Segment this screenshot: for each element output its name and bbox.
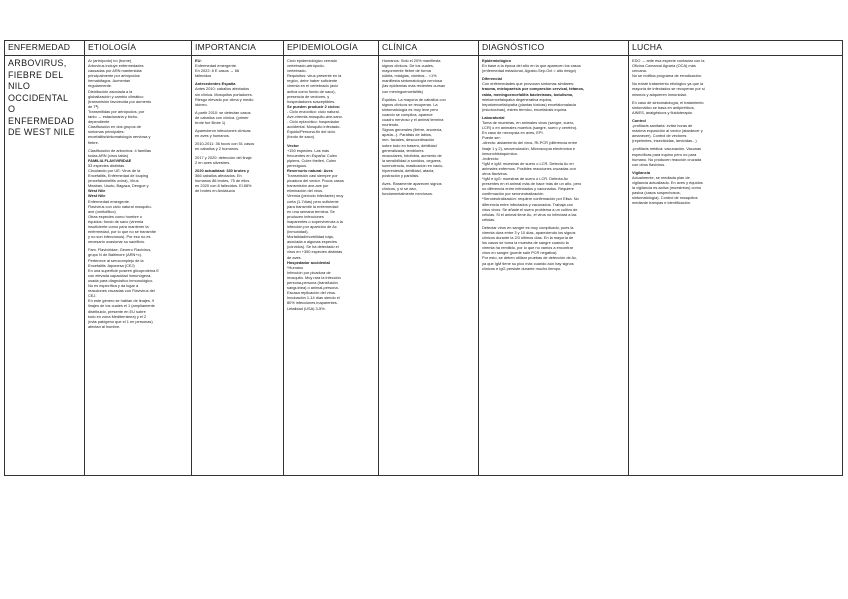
etiologia-line: regularmente. xyxy=(88,83,113,89)
lucha-line: humano. No producen reacción cruzada xyxy=(632,156,702,162)
epidemiologia-line: Requisitos: virus presente en la xyxy=(287,73,342,79)
diagnostico-line: animales enfermos. Posibles reacciones cruzadas con xyxy=(482,165,576,171)
etiologia-line: afectan al hombre. xyxy=(88,323,121,329)
diagnostico-line: Laboratorial xyxy=(482,114,505,120)
clinica-line: muriendo. xyxy=(382,122,400,128)
disease_title-line: NILO xyxy=(8,81,31,91)
etiologia-line: ave (ornitofílico) xyxy=(88,208,116,214)
epidemiologia-line: Transmisión casi siempre por xyxy=(287,173,338,179)
importancia-line: A partir 2010: se detectan casos xyxy=(195,109,251,115)
diagnostico-line: no diferencia entre infectados y vacunados. Requiere xyxy=(482,186,574,192)
epidemiologia-line: virus en +350 especies distintas xyxy=(287,249,343,255)
etiologia-line: Distribución asociada a la xyxy=(88,88,133,94)
etiologia-line: Fam. Flaviviridae, Genero Flavivirus, xyxy=(88,247,152,253)
diagnostico-line: (enfermedad estacional, Agosto-Sep-Oct = alto riesgo) xyxy=(482,68,576,74)
lucha-line: máxima exposición al vector (atardecer y xyxy=(632,128,703,134)
etiologia-line: Flavivirus con ciclo natural mosquito- xyxy=(88,203,152,209)
diagnostico-line: virus vivos. Se añade el suero problema a un cultivo de xyxy=(482,206,578,212)
etiologia-line: Meaban, Usutu, Bagaza, Dengue y xyxy=(88,183,149,189)
epidemiologia-line: *Humano xyxy=(287,264,304,270)
header-importancia: IMPORTANCIA xyxy=(192,41,284,56)
diagnostico-line: Con enfermedades que provocan síntomas similares: xyxy=(482,81,575,87)
header-enfermedad: ENFERMEDAD xyxy=(5,41,85,56)
epidemiologia-line: Ave-viremia-mosquito-ave-sano. xyxy=(287,114,343,120)
epidemiologia-line: activa como fondo de saco), xyxy=(287,88,336,94)
etiologia-line: Circulando por UE: Virus de la xyxy=(88,167,141,173)
clinica-line: la sensibilidad a sonidos, ceguera, xyxy=(382,157,442,163)
etiologia-line: Clasificación en dos grupos de xyxy=(88,124,141,130)
epidemiologia-line: transmisión ave-ave por xyxy=(287,183,329,189)
disease_title-line: DE WEST NILE xyxy=(8,127,75,137)
diagnostico-line: En base a la época del año en la que aparecen los casos xyxy=(482,63,581,69)
etiologia-line: Arbovirus incluye enfermedades xyxy=(88,63,144,69)
diagnostico-line: clínicos e IgG persiste durante mucho tiempo. xyxy=(482,265,562,271)
lucha-line: No existe tratamiento etiológico ya que la xyxy=(632,81,704,87)
diagnostico-line: Detectar virus en sangre es muy complicado, pues la xyxy=(482,224,574,230)
lucha-line: AINES, analgésicos y fluidoterapia. xyxy=(632,109,693,115)
epidemiologia-line: Reservorio natural: Aves xyxy=(287,167,333,173)
diagnostico-line: los casos se toma la muestra de sangre cuando la xyxy=(482,240,569,246)
epidemiologia-line: (córvidos). Se ha detectado el xyxy=(287,244,339,250)
etiologia-line: todo en zona Mediterránea) y el 2 xyxy=(88,313,147,319)
etiologia-line: dependiente xyxy=(88,119,110,125)
importancia-line: Enfermedad emergente. xyxy=(195,63,237,69)
etiologia-line: causadas por ARN mantenidas xyxy=(88,68,142,74)
etiologia-line: Pertenece al serocomplejo de la xyxy=(88,257,144,263)
header-epidemiologia: EPIDEMIOLOGÍA xyxy=(284,41,379,56)
epidemiologia-line: 80% infecciones inaparentes. xyxy=(287,300,338,306)
epidemiologia-line: presencia de vectores, y xyxy=(287,93,330,99)
importancia-line: 2017 y 2020: detección del linaje xyxy=(195,154,252,160)
clinica-line: Signos generales (fiebre, anorexia, xyxy=(382,127,443,133)
epidemiologia-line: - Ciclo enzoótico: ciclo natural. xyxy=(287,108,340,114)
clinica-line: somnolencia, masticación en vacío, xyxy=(382,162,444,168)
importancia-line: humanos 86 brotes, 75 de ellos xyxy=(195,177,250,183)
importancia-line: Antes 2010: caballos afectados xyxy=(195,86,250,92)
lucha-line: (repelentes, insecticidas, larvicidas...) xyxy=(632,138,697,144)
epidemiologia-line: Équido/Persona-fin del ciclo xyxy=(287,129,336,135)
diagnostico-line: mieloencefalopatía degenerativa equina, xyxy=(482,96,553,102)
epidemiologia-line: pipiens, Culex theileri, Culex xyxy=(287,157,337,163)
disease_title-line: ENFERMEDAD xyxy=(8,115,75,126)
lucha-line: la vigilancia es activa (muestreos) como xyxy=(632,185,701,191)
etiologia-line: enfermedad, por lo que no se transmite xyxy=(88,229,156,235)
cell-epidemiologia xyxy=(284,56,379,476)
diagnostico-line: *IgM e IgM: muestras de suero o LCR. Detecta Ac en xyxy=(482,160,574,166)
diagnostico-line: clínicos durante la 2/3 últimos días. En la mayoría de xyxy=(482,235,574,241)
importancia-line: en caballos y 2 humanos. xyxy=(195,146,240,152)
importancia-line: 366 caballos afectados. En xyxy=(195,172,242,178)
epidemiologia-line: persona-persona (transfusión xyxy=(287,280,338,286)
disease_title-line: O xyxy=(8,104,16,114)
etiologia-line: síntomas principales: xyxy=(88,129,125,135)
etiologia-line: Enfermedad emergente. xyxy=(88,198,130,204)
epidemiologia-line: de aves. xyxy=(287,254,302,260)
importancia-line: en aves y humanos. xyxy=(195,133,230,139)
etiologia-line: insuficiente como para mantener la xyxy=(88,224,149,229)
etiologia-line: globalización y cambio climático xyxy=(88,93,144,99)
etiologia-line: principalmente por artrópodos xyxy=(88,73,140,79)
epidemiologia-line: para transmitir la enfermedad: xyxy=(287,203,339,209)
diagnostico-line: viremia dura entre 3 y 10 días, apareciendo los signos xyxy=(482,230,576,235)
clinica-line: cuadro nervioso y el animal termina xyxy=(382,117,444,123)
diagnostico-line: confirmación por seroneutralización xyxy=(482,191,544,197)
importancia-line: de brotes en Andalucía xyxy=(195,188,235,194)
importancia-line: de caballos con clínica. (primer xyxy=(195,114,249,120)
epidemiologia-line: Incubación 1-14 días siendo el xyxy=(287,295,340,301)
etiologia-line: (más patógeno que el 1 en personas) xyxy=(88,318,153,324)
lucha-line: -profilaxis sanitaria: evitar horas de xyxy=(632,123,693,129)
epidemiologia-line: Hospedador accidental xyxy=(287,259,330,265)
etiologia-line: distribuido, presente en EU sobre xyxy=(88,308,146,314)
clinica-line: mayormente fiebre de forma xyxy=(382,68,431,74)
etiologia-line: (transmisión favorecida por aumento xyxy=(88,98,152,104)
disease_title-line: FIEBRE DEL xyxy=(8,69,64,80)
header-diagnostico: DIAGNÓSTICO xyxy=(479,41,629,56)
etiologia-line: Clasificación de arbovirus: 4 familias xyxy=(88,147,151,153)
etiologia-line: Encefalitis, Enfermedad de louping xyxy=(88,173,149,179)
diagnostico-line: otros flavivirus. xyxy=(482,170,508,176)
importancia-line: En 2022: 8 E casos → 66 xyxy=(195,68,240,74)
clinica-line: Humanos. Solo el 20% manifiesta xyxy=(382,58,441,63)
etiologia-line: Otras especies como hombre o xyxy=(88,213,143,219)
etiologia-line: de Tª). xyxy=(88,103,100,109)
clinica-line: signos clínicos se recuperan. La xyxy=(382,101,438,107)
disease_title-line: OCCIDENTAL xyxy=(8,92,69,103)
epidemiologia-line: Mortalidad/morbilidad baja, xyxy=(287,234,334,240)
diagnostico-line: Diferencial xyxy=(482,76,502,82)
importancia-line: 2010-2011: 36 focos con 51 casos xyxy=(195,141,255,147)
clinica-line: hiperestesia, debilidad, ataxia, xyxy=(382,167,435,173)
clinica-line: mm. faciales, descoordinación xyxy=(382,137,435,143)
epidemiologia-line: asociada a algunas especies xyxy=(287,239,337,245)
diagnostico-line: virus en sangre (puede salir PCR negativa). xyxy=(482,250,558,256)
disease_title-line: ARBOVIRUS, xyxy=(8,58,67,68)
epidemiologia-line: en una semana termina. Se xyxy=(287,208,335,214)
epidemiologia-line: vertebrado. xyxy=(287,68,307,74)
diagnostico-line: *Seroneutralización: requiere confirmación por Elisa. No xyxy=(482,196,579,202)
cell-lucha xyxy=(629,56,843,476)
diagnostico-line: diferencia entre infectados y vacunados. Trabaja con xyxy=(482,201,574,207)
etiologia-line: Ar (artrópodo) bo (borne) xyxy=(88,58,132,63)
clinica-line: sobre todo en trasero, debilidad xyxy=(382,142,437,148)
epidemiologia-line: viremia en el vertebrado (aviz xyxy=(287,83,339,89)
epidemiologia-line: Ciclo epidemiológico cerrado xyxy=(287,58,337,63)
importancia-line: fallecidos xyxy=(195,73,212,79)
clinica-line: cuando se complica, aparece xyxy=(382,111,433,117)
etiologia-line: équidos: fondo de saco (viremia xyxy=(88,218,144,224)
clinica-line: Aves. Raramente aparecen signos xyxy=(382,181,442,187)
etiologia-line: CEJ. xyxy=(88,293,97,299)
clinica-line: manifiesta sintomatología nerviosa xyxy=(382,78,442,84)
diagnostico-line: En caso de necropsia en aves, EPI. xyxy=(482,130,544,136)
epidemiologia-line: vertebrado-artrópodo- xyxy=(287,63,325,69)
lucha-line: específicas para equino pero no para xyxy=(632,151,697,157)
etiologia-line: fiebre. xyxy=(88,139,99,145)
lucha-line: vigilancia actualizado. En aves y équidos xyxy=(632,179,703,185)
cell-etiologia xyxy=(85,56,192,476)
importancia-line: 2020 actualidad: 330 brotes y xyxy=(195,167,250,173)
epidemiologia-line: inaparentes o supervivencia a la xyxy=(287,218,343,224)
diagnostico-line: Epidemiológico xyxy=(482,58,511,63)
lucha-line: mismos y adquieren inmunidad. xyxy=(632,91,687,97)
lucha-line: cercana. xyxy=(632,68,647,74)
lucha-line: En caso de sintomatología, el tratamiento xyxy=(632,99,704,105)
etiologia-line: todas ARN (virus tabla) xyxy=(88,152,129,158)
epidemiologia-line: (fondo de saco). xyxy=(287,134,316,140)
clinica-line: apatía...). Parálisis de labios, xyxy=(382,132,432,138)
diagnostico-line: presentes en el animal más de hace más de un año, pero xyxy=(482,181,582,187)
epidemiologia-line: (inmunidad). xyxy=(287,229,309,235)
lucha-line: Vigilancia xyxy=(632,169,651,175)
diagnostico-line: Toma de muestras, en animales vivos (sangre, suero, xyxy=(482,120,575,126)
epidemiologia-line: perexiguus. xyxy=(287,162,308,168)
etiologia-line: FAMILIA FLAVIVIRIDAE xyxy=(88,157,132,163)
etiologia-line: encefalitis/sintomatología nerviosa y xyxy=(88,134,151,140)
epidemiologia-line: accidental. Mosquito infectado- xyxy=(287,124,341,130)
etiologia-line: En una superficie poseen glicoproteína E xyxy=(88,267,159,273)
epidemiologia-line: picadura del vector. Pocos casos xyxy=(287,178,344,184)
clinica-line: clínicos, y si se dan, xyxy=(382,186,417,192)
etiologia-line: linajes de los cuales el 1 (ampliamente xyxy=(88,303,155,309)
epidemiologia-line: - Ciclo epizoótico: hospedador xyxy=(287,119,340,125)
etiologia-line: West Nile xyxy=(88,193,106,199)
epidemiologia-line: Letalidad (USA) 3-5%. xyxy=(287,305,326,311)
diagnostico-line: (micotoxinas), estrés térmico, encefalosis equina. xyxy=(482,106,568,112)
etiologia-line: hematófagos. Aumentan xyxy=(88,78,131,84)
importancia-line: en 2020 con 8 fallecidos. El 88% xyxy=(195,182,252,188)
epidemiologia-line: Vector xyxy=(287,142,299,148)
epidemiologia-line: corta (1-7días) pero suficiente xyxy=(287,198,339,204)
diagnostico-line: linaje 1 y 2), secuenciación, Microscopía electrónica e xyxy=(482,145,575,151)
lucha-line: Actualmente, se mediada plan de xyxy=(632,174,690,180)
clinica-line: musculares, fotofobia, aumento de xyxy=(382,152,442,158)
lucha-line: Control xyxy=(632,117,646,123)
epidemiologia-line: infección por aparición de Ac xyxy=(287,224,337,229)
lucha-line: Oficina Comarcal Agraria (OCA) más xyxy=(632,63,696,69)
importancia-line: brote fue Brote 1) xyxy=(195,120,226,126)
clinica-line: sintomatología es muy leve pero xyxy=(382,106,439,112)
header-clinica: CLÍNICA xyxy=(379,41,479,56)
importancia-line: 2 en aves silvestres. xyxy=(195,159,231,165)
diagnostico-line: -directo: aislamiento del virus, Rt-PCR (diferencia entre xyxy=(482,140,578,146)
etiologia-line: En este género se hablan de linajes. 9 xyxy=(88,298,155,304)
cell-importancia xyxy=(192,56,284,476)
etiologia-line: y no son infecciosos). Por eso no es xyxy=(88,234,151,240)
diagnostico-line: ya que IgM tiene su pico máx cuando aún hay signos xyxy=(482,260,574,266)
epidemiologia-line: +150 especies. Las más xyxy=(287,147,330,153)
epidemiologia-line: frecuentes en España: Culex xyxy=(287,152,337,158)
lucha-line: pasiva (casos sospechosos, xyxy=(632,190,681,196)
diagnostico-line: rabia, meningoencefalitis bacterianas, botulismo, xyxy=(482,91,574,97)
clinica-line: Équidos. La mayoría de caballos con xyxy=(382,96,446,102)
epidemiologia-line: producen infecciones xyxy=(287,213,324,219)
epidemiologia-line: Infección por picadura de xyxy=(287,269,331,275)
etiologia-line: tanto → estacionaria y bicho- xyxy=(88,114,139,120)
etiologia-line: (encefalomielitis ovina), Virus xyxy=(88,178,139,184)
diagnostico-line: -indirecto: xyxy=(482,155,500,161)
document-page xyxy=(4,40,842,476)
clinica-line: generalizada, temblores xyxy=(382,147,424,153)
epidemiologia-line: hospedadores susceptibles. xyxy=(287,98,336,104)
lucha-line: amanecer). Control de vectores xyxy=(632,133,687,139)
cell-diagnostico xyxy=(479,56,629,476)
diagnostico-line: inmunohistoquímica. xyxy=(482,150,518,156)
lucha-line: sintomático se basa en antipiréticos, xyxy=(632,104,695,110)
etiologia-line: grupo N de Baltimore (ARN+c). xyxy=(88,252,142,258)
clinica-line: postración y parálisis. xyxy=(382,173,420,179)
header-lucha: LUCHA xyxy=(629,41,843,56)
lucha-line: -profilaxis médica: vacunación. Vacunas xyxy=(632,146,702,152)
etiologia-line: usada para diagnóstico inmunológico. xyxy=(88,277,154,283)
diagnostico-line: viremia ha remitido, por lo que no vamos a encontrar xyxy=(482,245,574,251)
importancia-line: Riesgo elevado por clima y medio xyxy=(195,96,254,102)
clinica-line: (las epidemias más recientes cursan xyxy=(382,83,446,89)
cell-clinica xyxy=(379,56,479,476)
importancia-line: EU: xyxy=(195,58,202,63)
diagnostico-line: Por esto, se deben utilizar pruebas de detección de Ac, xyxy=(482,255,578,261)
importancia-line: Antecedentes España xyxy=(195,81,236,87)
epidemiologia-line: Viremia (período infectante) muy xyxy=(287,193,344,199)
diagnostico-line: Puede ser: xyxy=(482,135,501,141)
importancia-line: Aparecieron infecciones clínicas xyxy=(195,128,251,134)
diagnostico-line: células. Si el animal tiene Ac, el virus no infectará a las xyxy=(482,211,577,217)
etiologia-line: 53 especies distintas xyxy=(88,162,125,168)
importancia-line: sin clínica. Mosquitos portadores. xyxy=(195,91,253,97)
lucha-line: No se notifica programa de erradicación. xyxy=(632,73,703,79)
clinica-line: fundamentalmente nerviosos. xyxy=(382,191,434,197)
diagnostico-line: hepatoencefalopatía (plantas tóxicas) encefalomalacia xyxy=(482,101,576,107)
importancia-line: idóneo. xyxy=(195,101,208,107)
epidemiologia-line: mosquito. Muy rara la infección xyxy=(287,274,341,280)
clinica-line: súbita, mialgias, vómitos... <1% xyxy=(382,73,437,79)
diagnostico-line: *IgM e IgG: muestras de suero o LCR. Detecta Ac xyxy=(482,176,569,182)
header-row xyxy=(5,41,843,56)
etiologia-line: reacciones cruzadas con Flavivirus del xyxy=(88,288,155,294)
diagnostico-line: células. xyxy=(482,216,496,222)
summary-table xyxy=(4,40,843,476)
etiologia-line: Encefalitis Japonesa (CEJ) xyxy=(88,262,135,268)
clinica-line: con meningoencefalitis) xyxy=(382,88,423,94)
epidemiologia-line: región, debe haber suficiente xyxy=(287,78,338,84)
epidemiologia-line: Se pueden producir 2 ciclos: xyxy=(287,103,341,109)
content-row xyxy=(5,56,843,476)
diagnostico-line: LCR) o en animales muertos (sangre, suero y cerebro). xyxy=(482,125,578,131)
etiologia-line: West Nile xyxy=(88,188,106,194)
etiologia-line: No es específica y da lugar a xyxy=(88,283,139,289)
lucha-line: sintomatología). Control de mosquitos xyxy=(632,195,698,201)
etiologia-line: Transmitidas por artrópodos, por xyxy=(88,108,145,114)
cell-enfermedad xyxy=(5,56,85,476)
lucha-line: mediante trampas e identificación. xyxy=(632,200,692,206)
epidemiologia-line: Escasa replicación del virus. xyxy=(287,290,337,296)
header-etiologia: ETIOLOGÍA xyxy=(85,41,192,56)
diagnostico-line: trauma, mieloparésis por compresión cervical, tétanos, xyxy=(482,86,585,92)
epidemiologia-line: eliminación del virus. xyxy=(287,188,324,194)
lucha-line: con otros flavivirus. xyxy=(632,161,666,167)
etiologia-line: necesario ocasionar su sacrificio. xyxy=(88,239,146,245)
lucha-line: EDO → ante esa especie contactar con la xyxy=(632,58,705,63)
epidemiologia-line: sanguínea) o animal-persona. xyxy=(287,285,339,291)
clinica-line: signos clínicos. De los cuales, xyxy=(382,63,434,69)
etiologia-line: con elevada capacidad inmunógena, xyxy=(88,272,152,278)
lucha-line: mayoría de infectados se recuperan por sí xyxy=(632,86,705,92)
